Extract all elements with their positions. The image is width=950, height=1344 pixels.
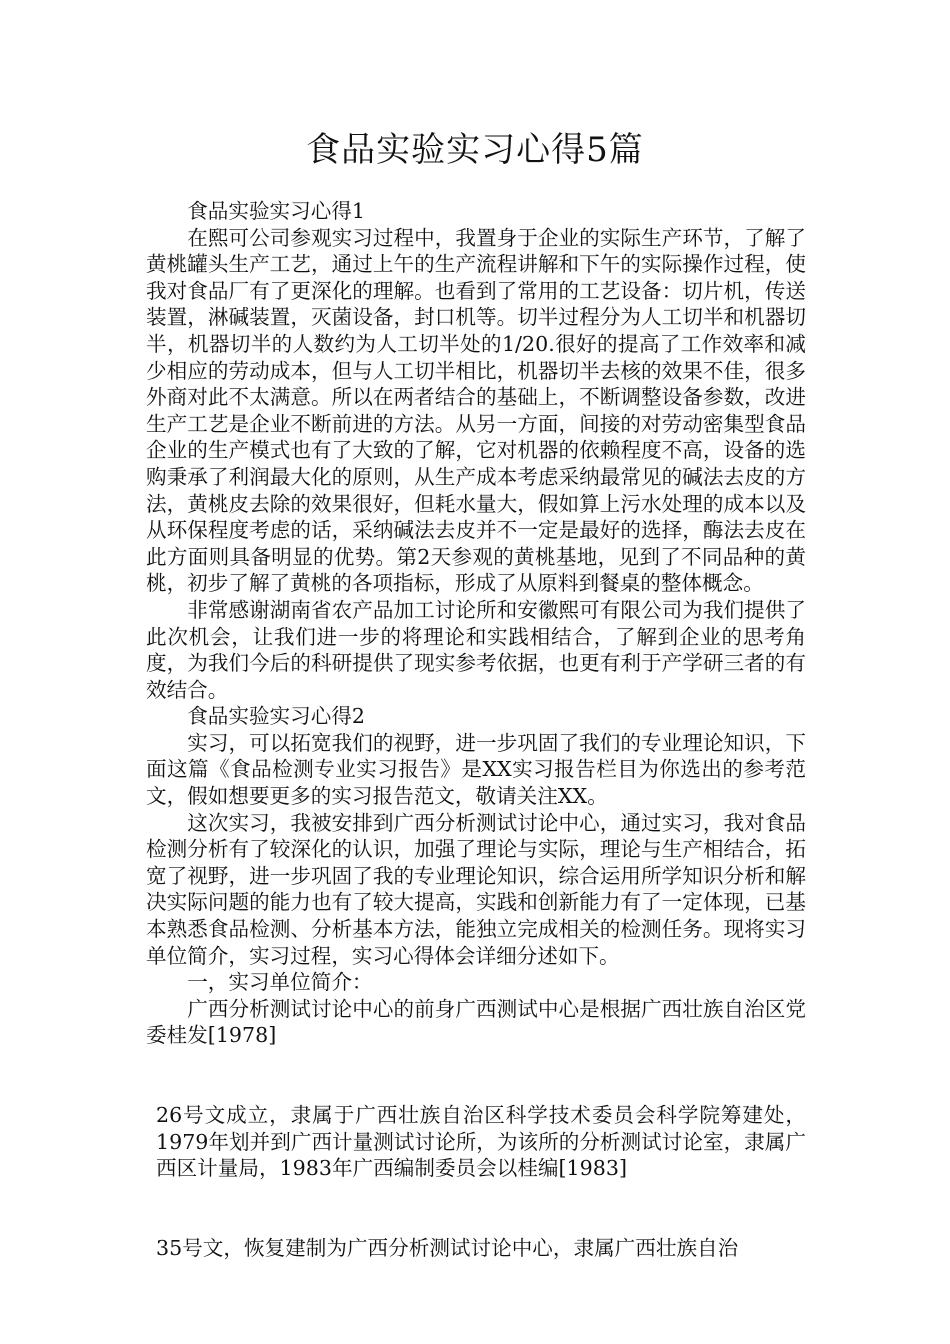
body-paragraph: 在熙可公司参观实习过程中，我置身于企业的实际生产环节，了解了黄桃罐头生产工艺，通过上午的生产流程讲解和下午的实际操作过程，使我对食品厂有了更深化的理解。也看到了常用的工艺设备：切片机，传送装置，淋碱装置，灭菌设备，封口机等。切半过程分为人工切半和机器切半，机器切半的人数约为人工切半处的1/20.很好的提高了工作效率和减少相应的劳动成本，但与人工切半相比，机器切半去核的效果不佳，很多外商对此不太满意。所以在两者结合的基础上，不断调整设备参数，改进生产工艺是企业不断前进的方法。从另一方面，间接的对劳动密集型食品企业的生产模式也有了大致的了解，它对机器的依赖程度不高，设备的选购秉承了利润最大化的原则，从生产成本考虑采纳最常见的碱法去皮的方法，黄桃皮去除的效果很好，但耗水量大，假如算上污水处理的成本以及从环保程度考虑的话，采纳碱法去皮并不一定是最好的选择，酶法去皮在此方面则具备明显的优势。第2天参观的黄桃基地，见到了不同品种的黄桃，初步了解了黄桃的各项指标，形成了从原料到餐桌的整体概念。	[146, 225, 806, 596]
section-heading: 食品实验实习心得2	[187, 704, 366, 729]
body-paragraph: 这次实习，我被安排到广西分析测试讨论中心，通过实习，我对食品检测分析有了较深化的认识，加强了理论与实际，理论与生产相结合，拓宽了视野，进一步巩固了我的专业理论知识，综合运用所学知识分析和解决实际问题的能力也有了较大提高，实践和创新能力有了一定体现，已基本熟悉食品检测、分析基本方法，能独立完成相关的检测任务。现将实习单位简介，实习过程，实习心得体会详细分述如下。	[146, 810, 806, 968]
section-heading: 食品实验实习心得1	[187, 199, 366, 223]
body-paragraph: 实习，可以拓宽我们的视野，进一步巩固了我们的专业理论知识，下面这篇《食品检测专业实习报告》是XX实习报告栏目为你选出的参考范文，假如想要更多的实习报告范文，敬请关注XX。	[146, 730, 806, 809]
paragraph-gap	[146, 1049, 806, 1102]
body-paragraph: 非常感谢湖南省农产品加工讨论所和安徽熙可有限公司为我们提供了此次机会，让我们进一步的将理论和实践相结合，了解到企业的思考角度，为我们今后的科研提供了现实参考依据，也更有利于产学研三者的有效结合。	[146, 597, 806, 702]
body-paragraph: 35号文，恢复建制为广西分析测试讨论中心，隶属广西壮族自治	[156, 1235, 739, 1260]
body-paragraph: 26号文成立，隶属于广西壮族自治区科学技术委员会科学院筹建处，1979年划并到广西计量测试讨论所，为该所的分析测试讨论室，隶属广西区计量局，1983年广西编制委员会以桂编[1983]	[156, 1103, 806, 1181]
document-body	[146, 198, 806, 1261]
document-title: 食品实验实习心得5篇	[306, 130, 644, 170]
paragraph-gap	[146, 1182, 806, 1235]
sub-heading: 一，实习单位简介：	[187, 970, 373, 995]
body-paragraph: 广西分析测试讨论中心的前身广西测试中心是根据广西壮族自治区党委桂发[1978]	[146, 996, 806, 1048]
